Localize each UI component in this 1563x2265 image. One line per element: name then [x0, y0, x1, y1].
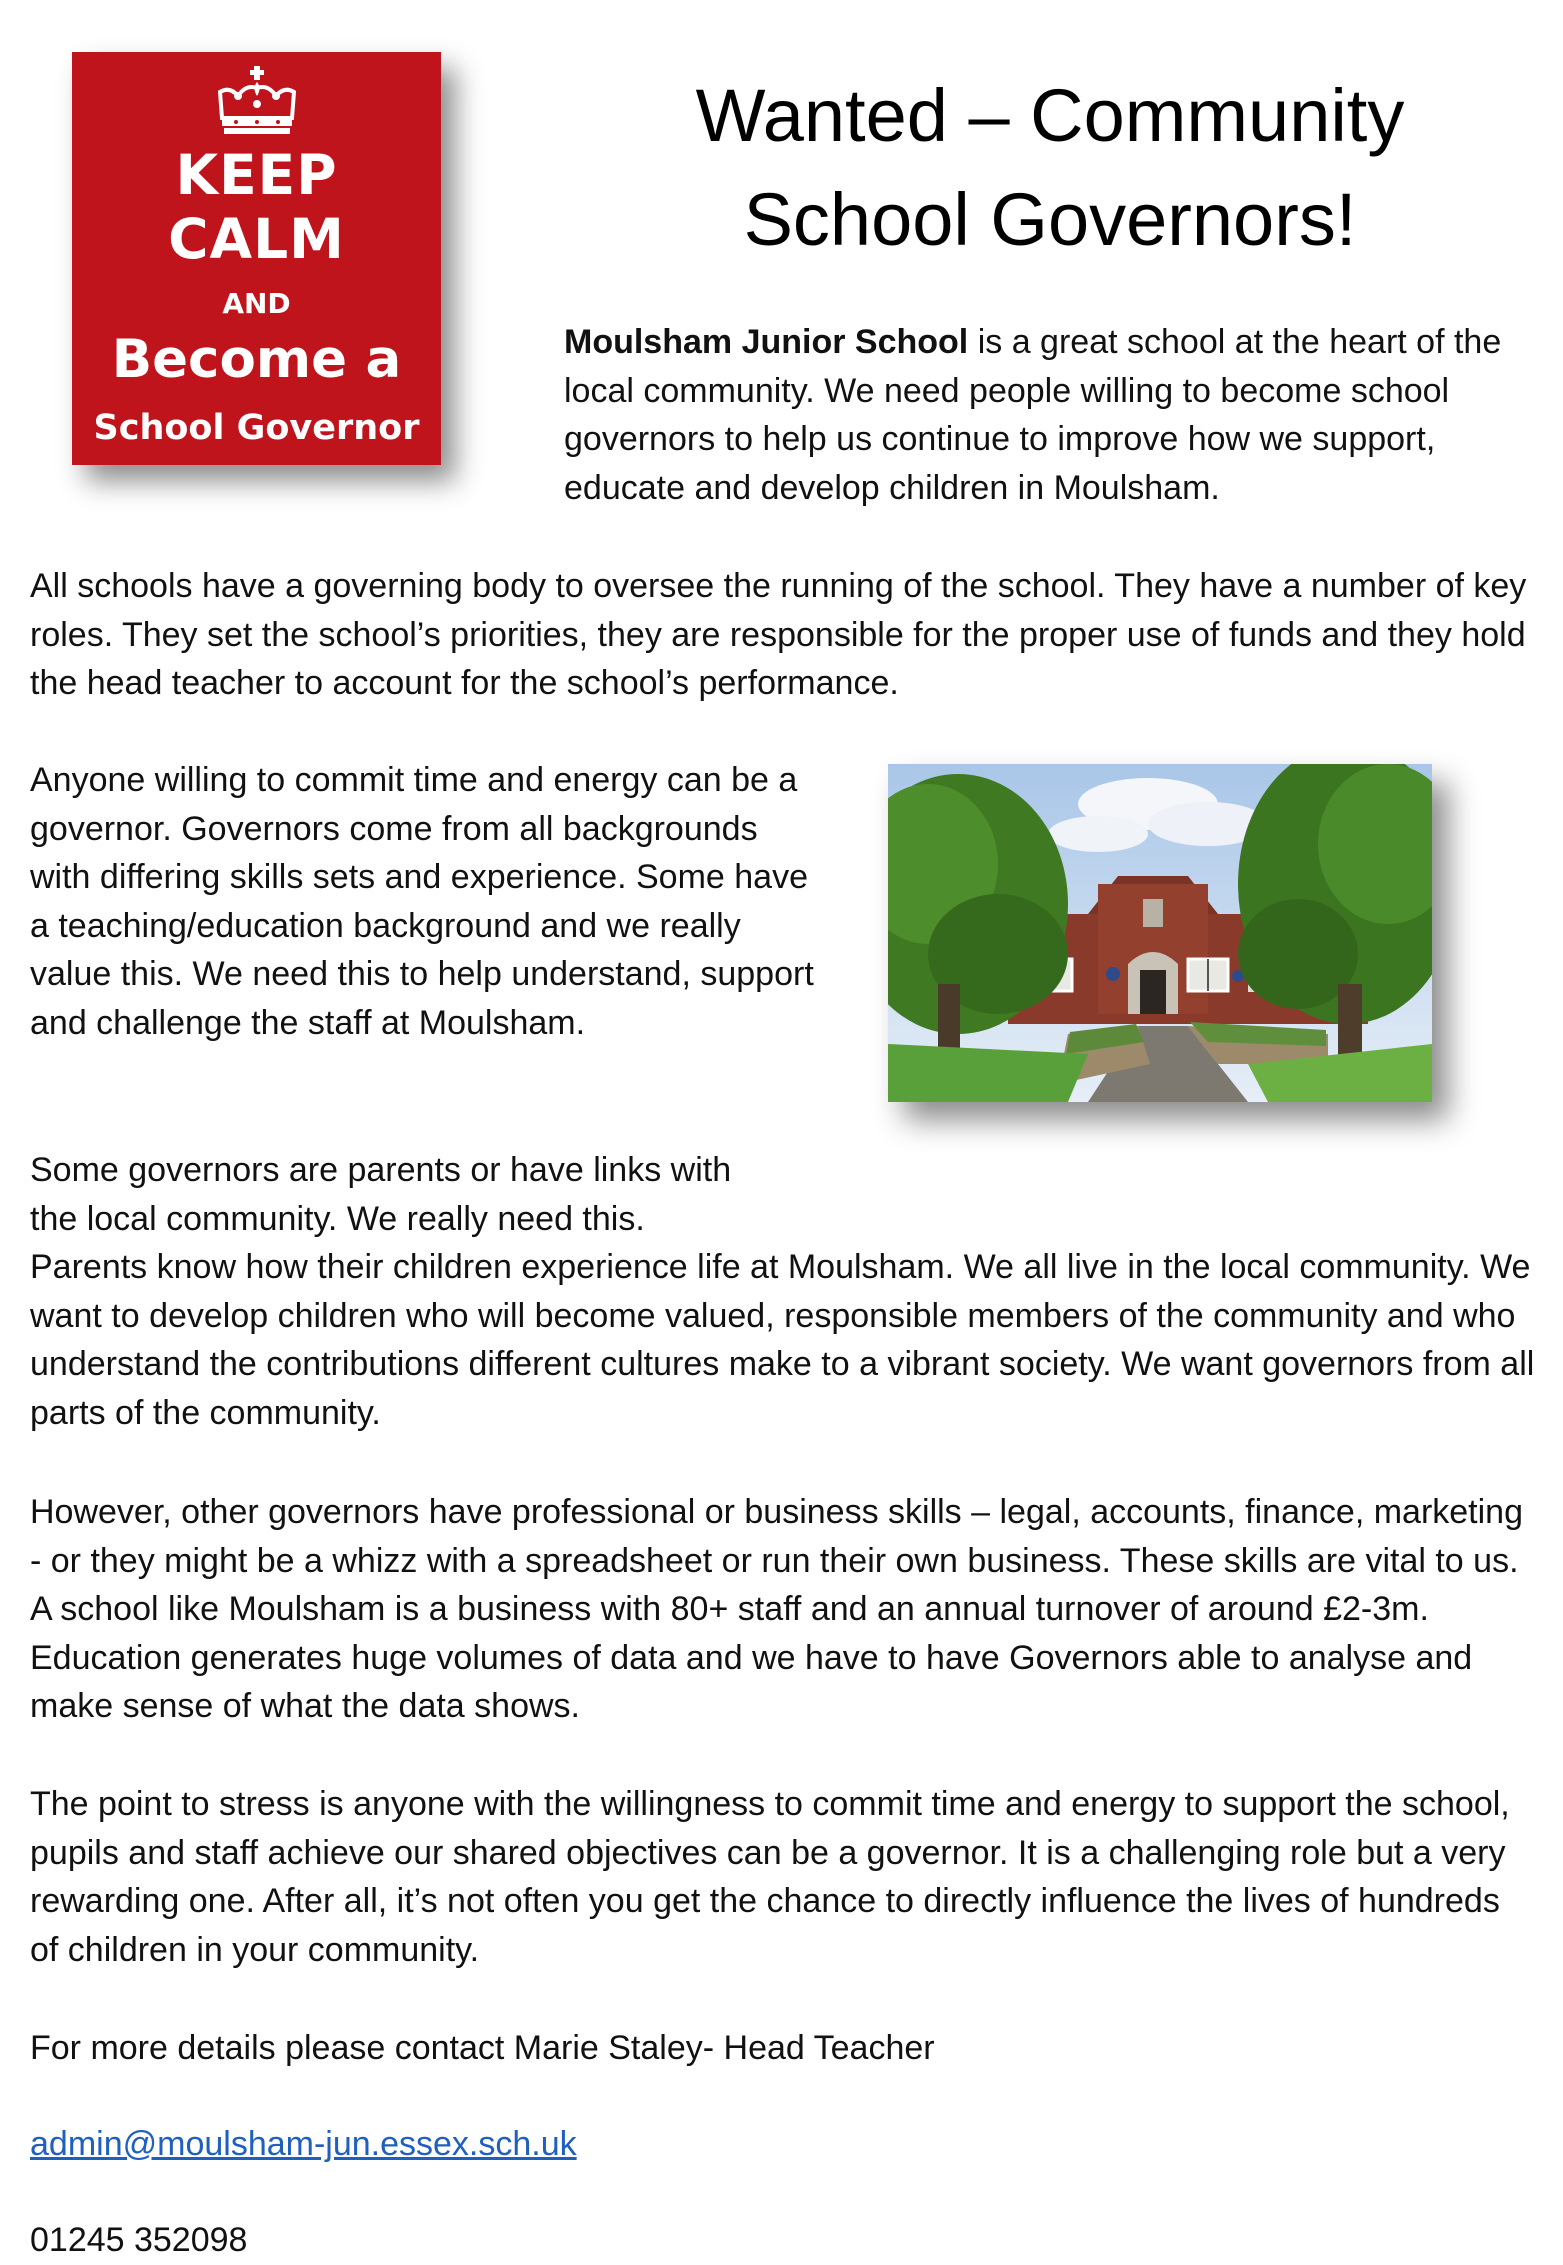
poster-school-governor-text: School Governor: [93, 408, 420, 448]
page-title: [520, 64, 1563, 272]
keep-calm-poster: [72, 52, 441, 465]
school-building-photo: [888, 764, 1432, 1102]
title-line-2: School Governors!: [743, 178, 1357, 261]
business-skills-paragraph: However, other governors have professional or business skills – legal, accounts, finance, marketing - or they might be a whizz with a spreadsheet or run their own business. These skills are vital to us. A school like Moulsham is a business with 80+ staff and an annual turnover of around £2-3m. Education generates huge volumes of data and we have to have Governors able to analyse and make sense of what the data shows.: [30, 1493, 1523, 1725]
email-link[interactable]: admin@moulsham-jun.essex.sch.uk: [30, 2125, 577, 2163]
crown-icon: [216, 66, 298, 136]
intro-text: is a great school at the heart of the local community. We need people willing to become school governors to help us continue to improve how we support, educate and develop children in Moulsham.: [564, 323, 1502, 507]
title-line-1: Wanted – Community: [695, 74, 1405, 157]
parents-line-3: Parents know how their children experience life at Moulsham. We all live in the local community. We want to develop children who will become valued, responsible members of the community and who understand the contributions different cultures make to a vibrant society. We want governors from all parts of the community.: [30, 1248, 1535, 1432]
email-paragraph: [30, 2120, 1535, 2169]
point-to-stress-paragraph: The point to stress is anyone with the willingness to commit time and energy to support the school, pupils and staff achieve our shared objectives can be a governor. It is a challenging role but a very rewarding one. After all, it’s not often you get the chance to directly influence the lives of hundreds of children in your community.: [30, 1785, 1510, 1969]
poster-calm-text: CALM: [168, 207, 345, 271]
anyone-paragraph: Anyone willing to commit time and energy can be a governor. Governors come from all backgrounds with differing skills sets and experience. Some have a teaching/education background and we really value this. We need this to help understand, support and challenge the staff at Moulsham.: [30, 761, 814, 1042]
phone-number: 01245 352098: [30, 2221, 248, 2259]
poster-become-text: Become a: [111, 329, 402, 390]
poster-keep-text: KEEP: [175, 143, 338, 207]
intro-paragraph: [564, 318, 1524, 512]
contact-text: For more details please contact Marie Staley- Head Teacher: [30, 2029, 935, 2067]
poster-and-text: AND: [222, 287, 291, 320]
school-name: Moulsham Junior School: [564, 323, 969, 361]
governing-body-paragraph: All schools have a governing body to oversee the running of the school. They have a number of key roles. They set the school’s priorities, they are responsible for the proper use of funds and they hold the head teacher to account for the school’s performance.: [30, 567, 1527, 702]
parents-line-2: the local community. We really need this.: [30, 1199, 645, 1238]
school-photo-illustration: [888, 764, 1432, 1102]
parents-line-1: Some governors are parents or have links with: [30, 1151, 732, 1189]
parents-paragraph: [30, 1146, 1535, 1437]
